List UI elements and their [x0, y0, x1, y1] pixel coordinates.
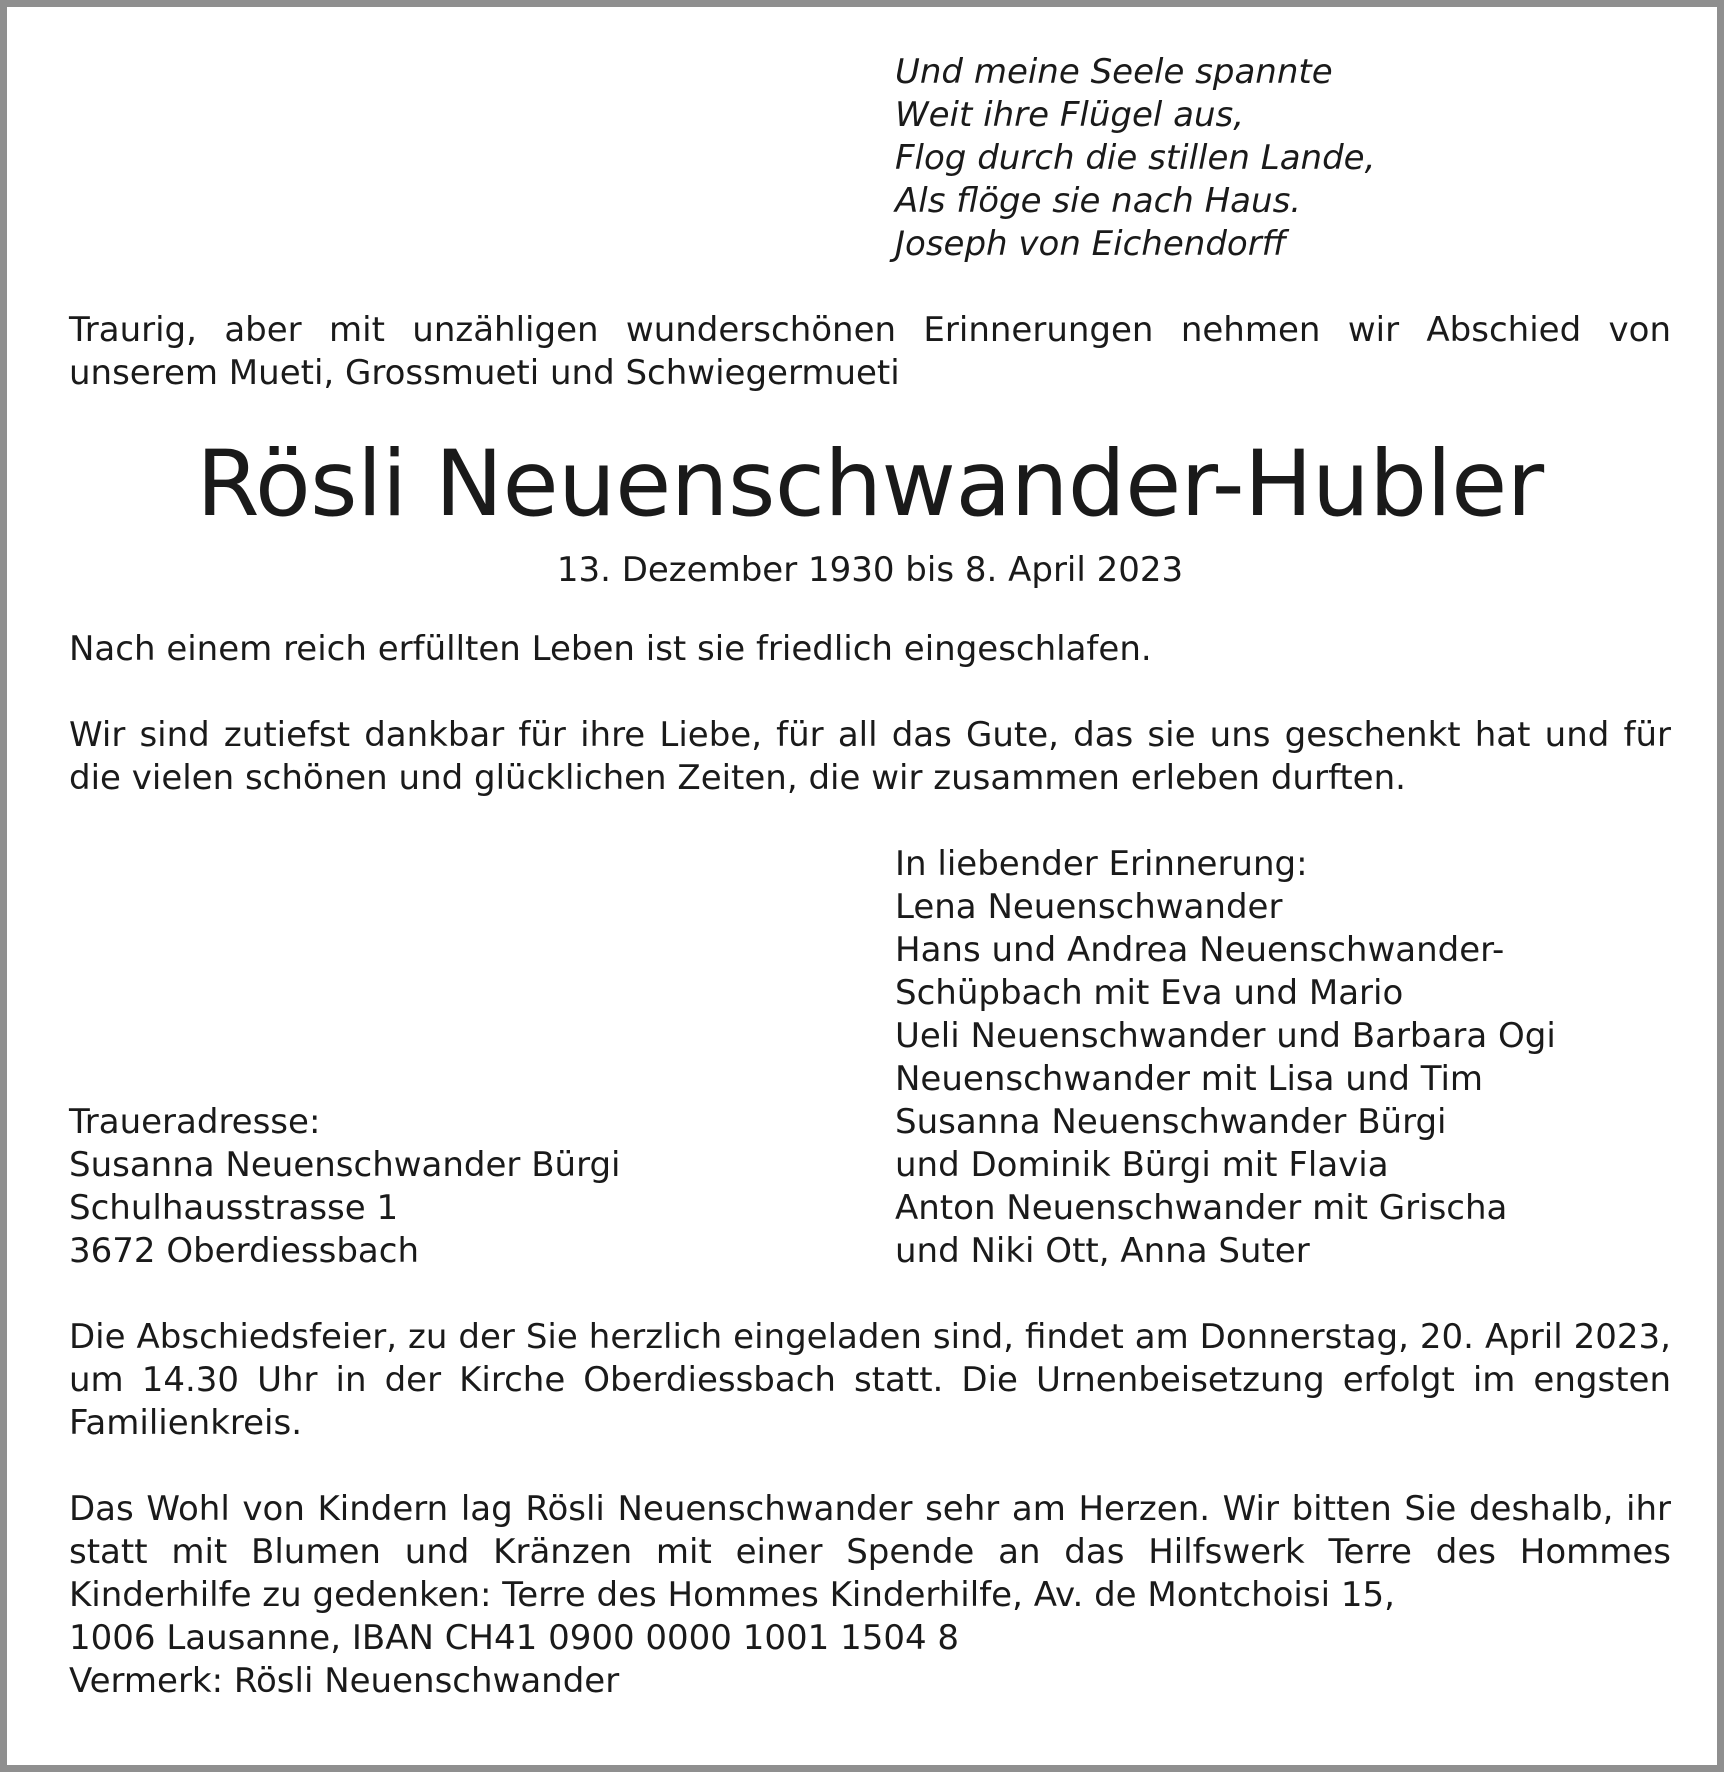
donation-remark: Vermerk: Rösli Neuenschwander	[69, 1661, 620, 1701]
obituary-content	[69, 51, 1671, 1703]
donation-paragraph: Das Wohl von Kindern lag Rösli Neuenschwander sehr am Herzen. Wir bitten Sie deshalb, ihr statt mit Blumen und Kränzen mit einer Spende an das Hilfswerk Terre des Hommes Kinderhilfe zu gedenken: Terre des Hommes Kinderhilfe, Av. de Montchoisi 15,	[69, 1489, 1671, 1615]
mourner-line: Ueli Neuenschwander und Barbara Ogi	[895, 1016, 1556, 1056]
mourners-list	[895, 843, 1556, 1273]
mourner-line: Anton Neuenschwander mit Grischa	[895, 1188, 1508, 1228]
mourner-line: Hans und Andrea Neuenschwander-	[895, 930, 1505, 970]
service-paragraph: Die Abschiedsfeier, zu der Sie herzlich eingeladen sind, findet am Donnerstag, 20. April 2023, um 14.30 Uhr in der Kirche Oberdiessbach statt. Die Urnenbeisetzung erfolgt im engsten Familienkreis.	[69, 1317, 1671, 1443]
poem-line: Weit ihre Flügel aus,	[895, 95, 1245, 135]
address-heading: Traueradresse:	[69, 1102, 321, 1142]
address-line: Susanna Neuenschwander Bürgi	[69, 1145, 621, 1185]
mourner-line: und Dominik Bürgi mit Flavia	[895, 1145, 1389, 1185]
mourner-line: und Niki Ott, Anna Suter	[895, 1231, 1310, 1271]
deceased-name: Rösli Neuenschwander-Hubler	[196, 432, 1544, 537]
life-dates: 13. Dezember 1930 bis 8. April 2023	[556, 550, 1184, 590]
sleep-paragraph: Nach einem reich erfüllten Leben ist sie friedlich eingeschlafen.	[69, 629, 1152, 669]
intro-paragraph: Traurig, aber mit unzähligen wunderschönen Erinnerungen nehmen wir Abschied von unserem Mueti, Grossmueti und Schwiegermueti	[69, 310, 1671, 393]
poem-block	[895, 51, 1671, 266]
mourners-heading: In liebender Erinnerung:	[895, 844, 1308, 884]
mourning-address	[69, 1101, 621, 1273]
poem-line: Flog durch die stillen Lande,	[895, 138, 1376, 178]
mourner-line: Neuenschwander mit Lisa und Tim	[895, 1059, 1484, 1099]
poem-line: Als flöge sie nach Haus.	[895, 181, 1302, 221]
poem-author: Joseph von Eichendorff	[895, 224, 1287, 264]
address-line: 3672 Oberdiessbach	[69, 1231, 420, 1271]
mourner-line: Lena Neuenschwander	[895, 887, 1283, 927]
mourner-line: Susanna Neuenschwander Bürgi	[895, 1102, 1447, 1142]
poem-line: Und meine Seele spannte	[895, 52, 1333, 92]
thanks-paragraph: Wir sind zutiefst dankbar für ihre Liebe, für all das Gute, das sie uns geschenkt hat und für die vielen schönen und glücklichen Zeiten, die wir zusammen erleben durften.	[69, 715, 1671, 798]
contacts-section	[69, 843, 1671, 1273]
address-line: Schulhausstrasse 1	[69, 1188, 399, 1228]
donation-iban: 1006 Lausanne, IBAN CH41 0900 0000 1001 1504 8	[69, 1618, 960, 1658]
donation-block	[69, 1488, 1671, 1703]
mourner-line: Schüpbach mit Eva und Mario	[895, 973, 1404, 1013]
